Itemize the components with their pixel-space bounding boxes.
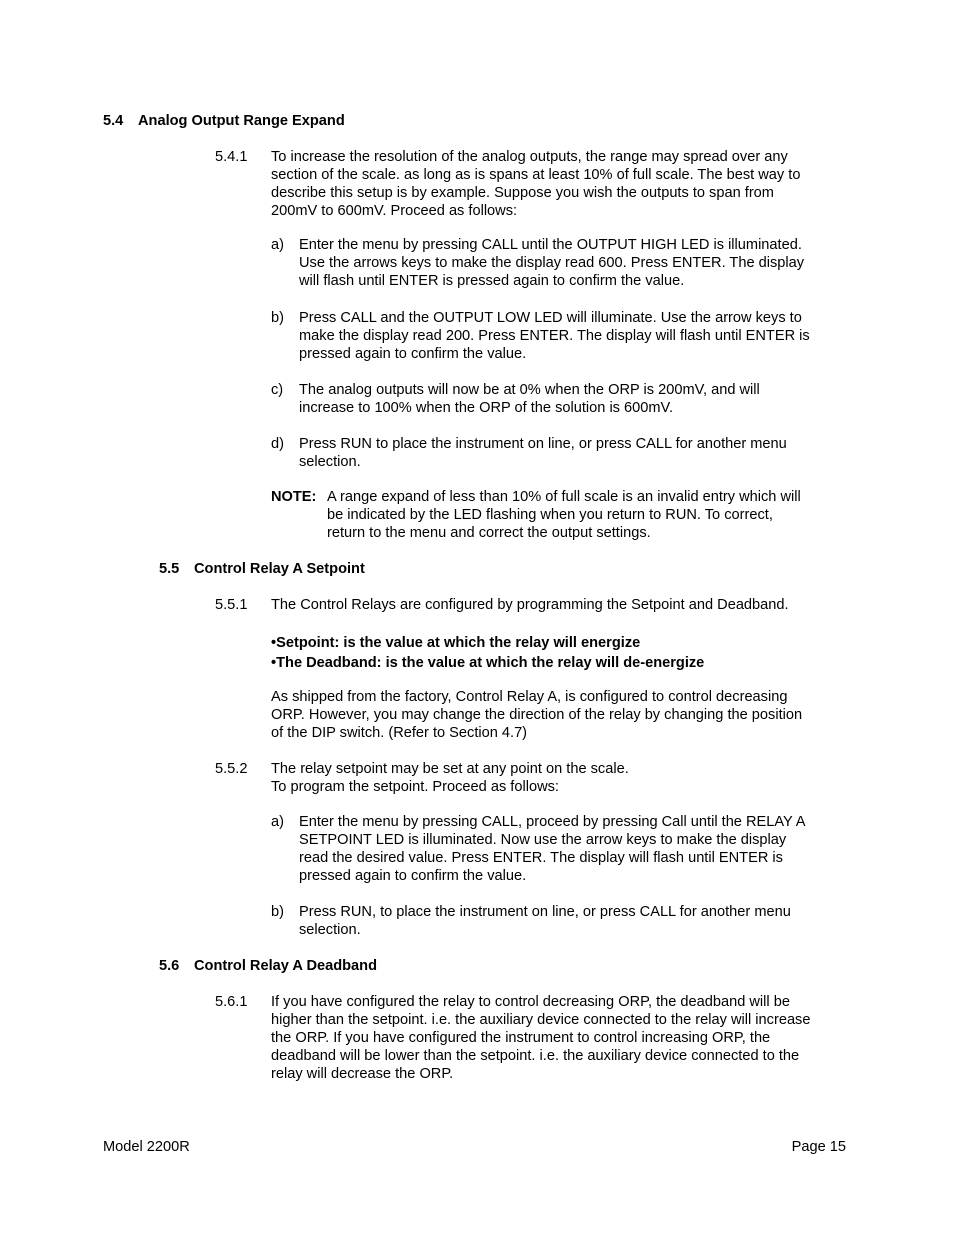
text-line: be indicated by the LED flashing when you return to RUN. To correct,: [327, 507, 773, 523]
text-line: As shipped from the factory, Control Relay A, is configured to control decreasing: [271, 689, 788, 705]
text-line: SETPOINT LED is illuminated. Now use the arrow keys to make the display: [299, 832, 787, 848]
text-line: section of the scale. as long as is spans at least 10% of full scale. The best way to: [271, 167, 801, 183]
text-line: relay will decrease the ORP.: [271, 1066, 454, 1082]
text-line: read the desired value. Press ENTER. The display will flash until ENTER is: [299, 850, 783, 866]
text-line: Use the arrows keys to make the display read 600. Press ENTER. The display: [299, 255, 805, 271]
text-line: pressed again to confirm the value.: [299, 346, 527, 362]
paragraph-5-5-2: [271, 760, 629, 796]
text-line: To program the setpoint. Proceed as follows:: [271, 779, 559, 795]
text-line: deadband will be lower than the setpoint. i.e. the auxiliary device connected to the: [271, 1048, 800, 1064]
section-5-4-number: 5.4: [103, 113, 124, 129]
list-item: [299, 813, 805, 885]
text-line: Press CALL and the OUTPUT LOW LED will illuminate. Use the arrow keys to: [299, 310, 802, 326]
factory-default-paragraph: [271, 688, 802, 742]
bullet-list: [271, 633, 704, 673]
footer-model: Model 2200R: [103, 1139, 190, 1155]
section-5-5-number: 5.5: [159, 561, 180, 577]
text-line: 200mV to 600mV. Proceed as follows:: [271, 203, 518, 219]
paragraph-5-4-1: [271, 148, 800, 220]
note-label: NOTE:: [271, 489, 317, 505]
list-item-label: b): [271, 904, 284, 920]
text-line: return to the menu and correct the output settings.: [327, 525, 651, 541]
paragraph-5-5-1-number: 5.5.1: [215, 597, 248, 613]
text-line: selection.: [299, 922, 361, 938]
text-line: of the DIP switch. (Refer to Section 4.7): [271, 725, 528, 741]
note-text: [327, 488, 801, 542]
paragraph-5-5-1: The Control Relays are configured by programming the Setpoint and Deadband.: [271, 597, 789, 613]
text-line: Enter the menu by pressing CALL until the OUTPUT HIGH LED is illuminated.: [299, 237, 802, 253]
text-line: will flash until ENTER is pressed again to confirm the value.: [299, 273, 685, 289]
text-line: The relay setpoint may be set at any point on the scale.: [271, 761, 629, 777]
text-line: increase to 100% when the ORP of the solution is 600mV.: [299, 400, 673, 416]
text-line: If you have configured the relay to control decreasing ORP, the deadband will be: [271, 994, 790, 1010]
text-line: make the display read 200. Press ENTER. The display will flash until ENTER is: [299, 328, 810, 344]
footer-page-number: Page 15: [791, 1139, 846, 1155]
paragraph-5-6-1-number: 5.6.1: [215, 994, 248, 1010]
list-item-label: b): [271, 310, 284, 326]
list-item: [299, 381, 760, 417]
text-line: The analog outputs will now be at 0% when the ORP is 200mV, and will: [299, 382, 760, 398]
list-item: •The Deadband: is the value at which the relay will de-energize: [271, 655, 705, 671]
section-5-5-title: Control Relay A Setpoint: [194, 561, 365, 577]
list-item-label: a): [271, 237, 284, 253]
text-line: pressed again to confirm the value.: [299, 868, 527, 884]
list-item-label: a): [271, 814, 284, 830]
list-item-label: d): [271, 436, 284, 452]
text-line: Enter the menu by pressing CALL, proceed by pressing Call until the RELAY A: [299, 814, 806, 830]
list-item: [299, 236, 804, 290]
list-item: [299, 435, 787, 471]
text-line: higher than the setpoint. i.e. the auxiliary device connected to the relay will increase: [271, 1012, 811, 1028]
list-item: •Setpoint: is the value at which the relay will energize: [271, 635, 641, 651]
text-line: ORP. However, you may change the direction of the relay by changing the position: [271, 707, 803, 723]
text-line: describe this setup is by example. Suppose you wish the outputs to span from: [271, 185, 774, 201]
text-line: Press RUN to place the instrument on line, or press CALL for another menu: [299, 436, 787, 452]
list-item: [299, 309, 810, 363]
text-line: A range expand of less than 10% of full scale is an invalid entry which will: [327, 489, 801, 505]
section-5-6-title: Control Relay A Deadband: [194, 958, 377, 974]
text-line: selection.: [299, 454, 361, 470]
list-item-label: c): [271, 382, 284, 398]
section-5-4-title: Analog Output Range Expand: [138, 113, 345, 129]
section-5-6-number: 5.6: [159, 958, 180, 974]
text-line: the ORP. If you have configured the instrument to control increasing ORP, the: [271, 1030, 771, 1046]
list-item: [299, 903, 791, 939]
text-line: To increase the resolution of the analog outputs, the range may spread over any: [271, 149, 788, 165]
paragraph-5-6-1: [271, 993, 810, 1083]
paragraph-5-5-2-number: 5.5.2: [215, 761, 248, 777]
text-line: Press RUN, to place the instrument on line, or press CALL for another menu: [299, 904, 791, 920]
paragraph-5-4-1-number: 5.4.1: [215, 149, 248, 165]
